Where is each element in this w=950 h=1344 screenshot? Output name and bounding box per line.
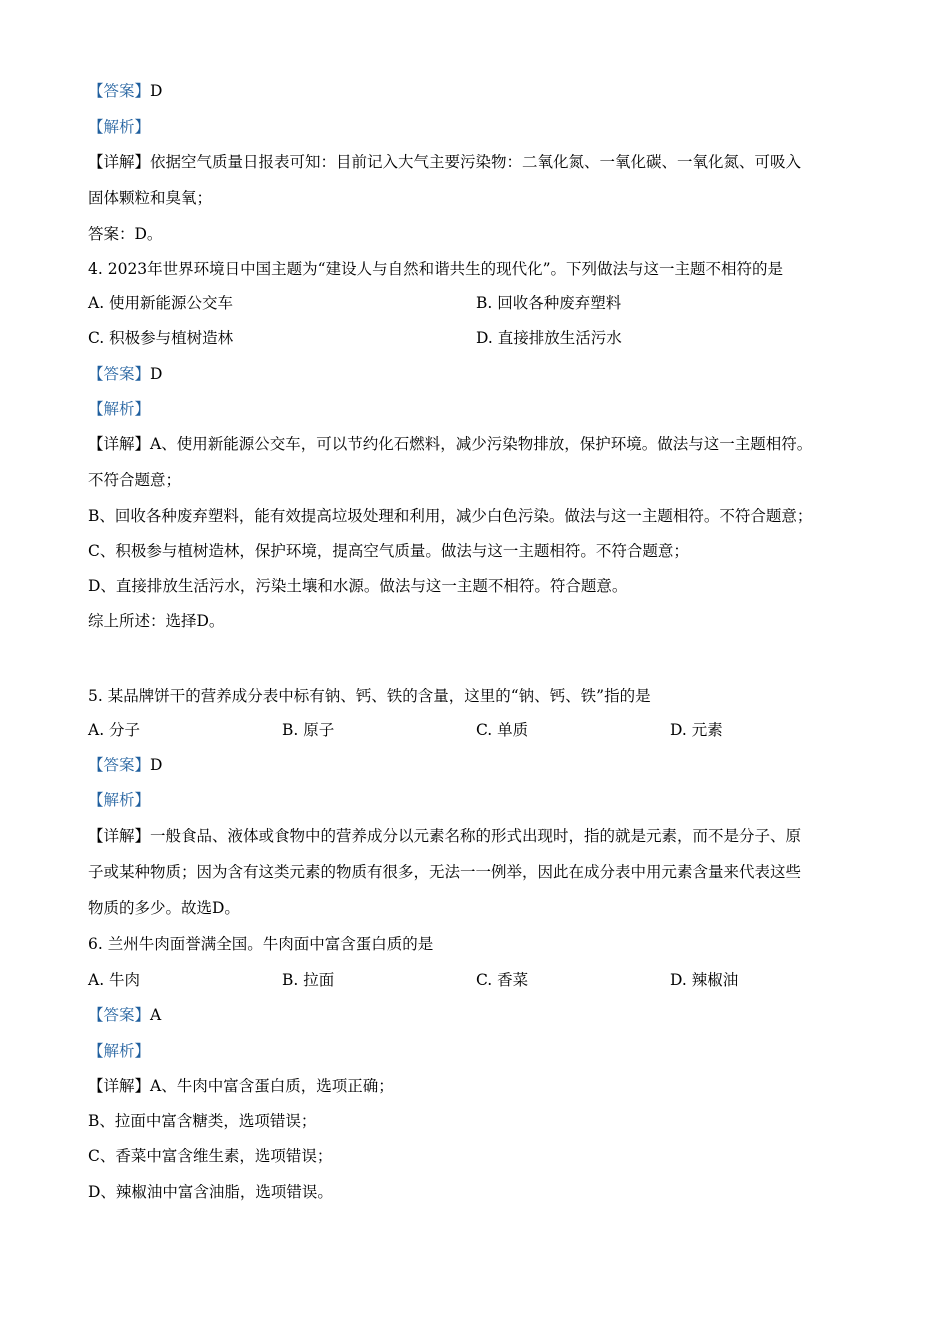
q6-detail-1: A、牛肉中富含蛋白质，选项正确； (150, 1077, 394, 1095)
analysis-tag: 【解析】 (88, 118, 151, 136)
detail-tag: 【详解】 (88, 827, 151, 845)
q5-option-b: B. 原子 (282, 721, 335, 739)
q4-analysis-line (88, 398, 868, 420)
q5-option-a: A. 分子 (88, 721, 141, 739)
answer-tag: 【答案】 (88, 756, 151, 774)
analysis-tag: 【解析】 (88, 400, 151, 418)
detail-tag: 【详解】 (88, 1077, 151, 1095)
q5-analysis-line (88, 789, 868, 811)
q6-stem: 6. 兰州牛肉面誉满全国。牛肉面中富含蛋白质的是 (88, 935, 434, 953)
q5-detail-line-1 (88, 825, 868, 847)
q5-detail-line-3: 物质的多少。故选D。 (88, 899, 240, 917)
q3-analysis-line (88, 116, 868, 138)
q6-option-d: D. 辣椒油 (670, 971, 739, 989)
q4-detail-1: A、使用新能源公交车，可以节约化石燃料，减少污染物排放，保护环境。做法与这一主题相符。 (150, 435, 813, 453)
q4-option-a: A. 使用新能源公交车 (88, 294, 234, 312)
q4-stem: 4. 2023年世界环境日中国主题为“建设人与自然和谐共生的现代化”。下列做法与这一主题不相符的是 (88, 260, 784, 278)
q4-analysis-d: D、直接排放生活污水，污染土壤和水源。做法与这一主题不相符。符合题意。 (88, 577, 628, 595)
q6-detail-line-1 (88, 1075, 868, 1097)
answer-tag: 【答案】 (88, 1006, 151, 1024)
q4-answer: D (150, 365, 163, 383)
q4-analysis-b: B、回收各种废弃塑料，能有效提高垃圾处理和利用，减少白色污染。做法与这一主题相符。不符合题意； (88, 507, 813, 525)
q4-detail-line-1 (88, 433, 868, 455)
q3-detail-line-2: 固体颗粒和臭氧； (88, 189, 213, 207)
q4-analysis-c: C、积极参与植树造林，保护环境，提高空气质量。做法与这一主题相符。不符合题意； (88, 542, 689, 560)
q5-option-c: C. 单质 (476, 721, 529, 739)
q5-stem: 5. 某品牌饼干的营养成分表中标有钠、钙、铁的含量，这里的“钠、钙、铁”指的是 (88, 687, 651, 705)
q3-detail-1: 依据空气质量日报表可知：目前记入大气主要污染物：二氧化氮、一氧化碳、一氧化氮、可吸入 (150, 153, 802, 171)
q6-answer-line (88, 1004, 868, 1026)
q5-detail-1: 一般食品、液体或食物中的营养成分以元素名称的形式出现时，指的就是元素，而不是分子、原 (150, 827, 802, 845)
q5-detail-line-2: 子或某种物质；因为含有这类元素的物质有很多，无法一一例举，因此在成分表中用元素含量来代表这些 (88, 863, 802, 881)
q5-option-d: D. 元素 (670, 721, 723, 739)
q4-option-c: C. 积极参与植树造林 (88, 329, 234, 347)
analysis-tag: 【解析】 (88, 791, 151, 809)
answer-tag: 【答案】 (88, 365, 151, 383)
q6-option-a: A. 牛肉 (88, 971, 141, 989)
q3-answer-line (88, 80, 868, 102)
q6-analysis-line (88, 1040, 868, 1062)
q6-option-b: B. 拉面 (282, 971, 335, 989)
answer-tag: 【答案】 (88, 82, 151, 100)
q6-analysis-b: B、拉面中富含糖类，选项错误； (88, 1112, 317, 1130)
q5-answer-line (88, 754, 868, 776)
q4-summary: 综上所述：选择D。 (88, 612, 225, 630)
q6-analysis-d: D、辣椒油中富含油脂，选项错误。 (88, 1183, 333, 1201)
q3-answer: D (150, 82, 163, 100)
analysis-tag: 【解析】 (88, 1042, 151, 1060)
q4-detail-line-2: 不符合题意； (88, 471, 182, 489)
q4-answer-line (88, 363, 868, 385)
q6-analysis-c: C、香菜中富含维生素，选项错误； (88, 1147, 333, 1165)
q6-answer: A (150, 1006, 162, 1024)
detail-tag: 【详解】 (88, 435, 151, 453)
q6-option-c: C. 香菜 (476, 971, 529, 989)
detail-tag: 【详解】 (88, 153, 151, 171)
q4-option-b: B. 回收各种废弃塑料 (476, 294, 622, 312)
q3-conclusion: 答案：D。 (88, 225, 163, 243)
q5-answer: D (150, 756, 163, 774)
q4-option-d: D. 直接排放生活污水 (476, 329, 622, 347)
q3-detail-line-1 (88, 151, 868, 173)
